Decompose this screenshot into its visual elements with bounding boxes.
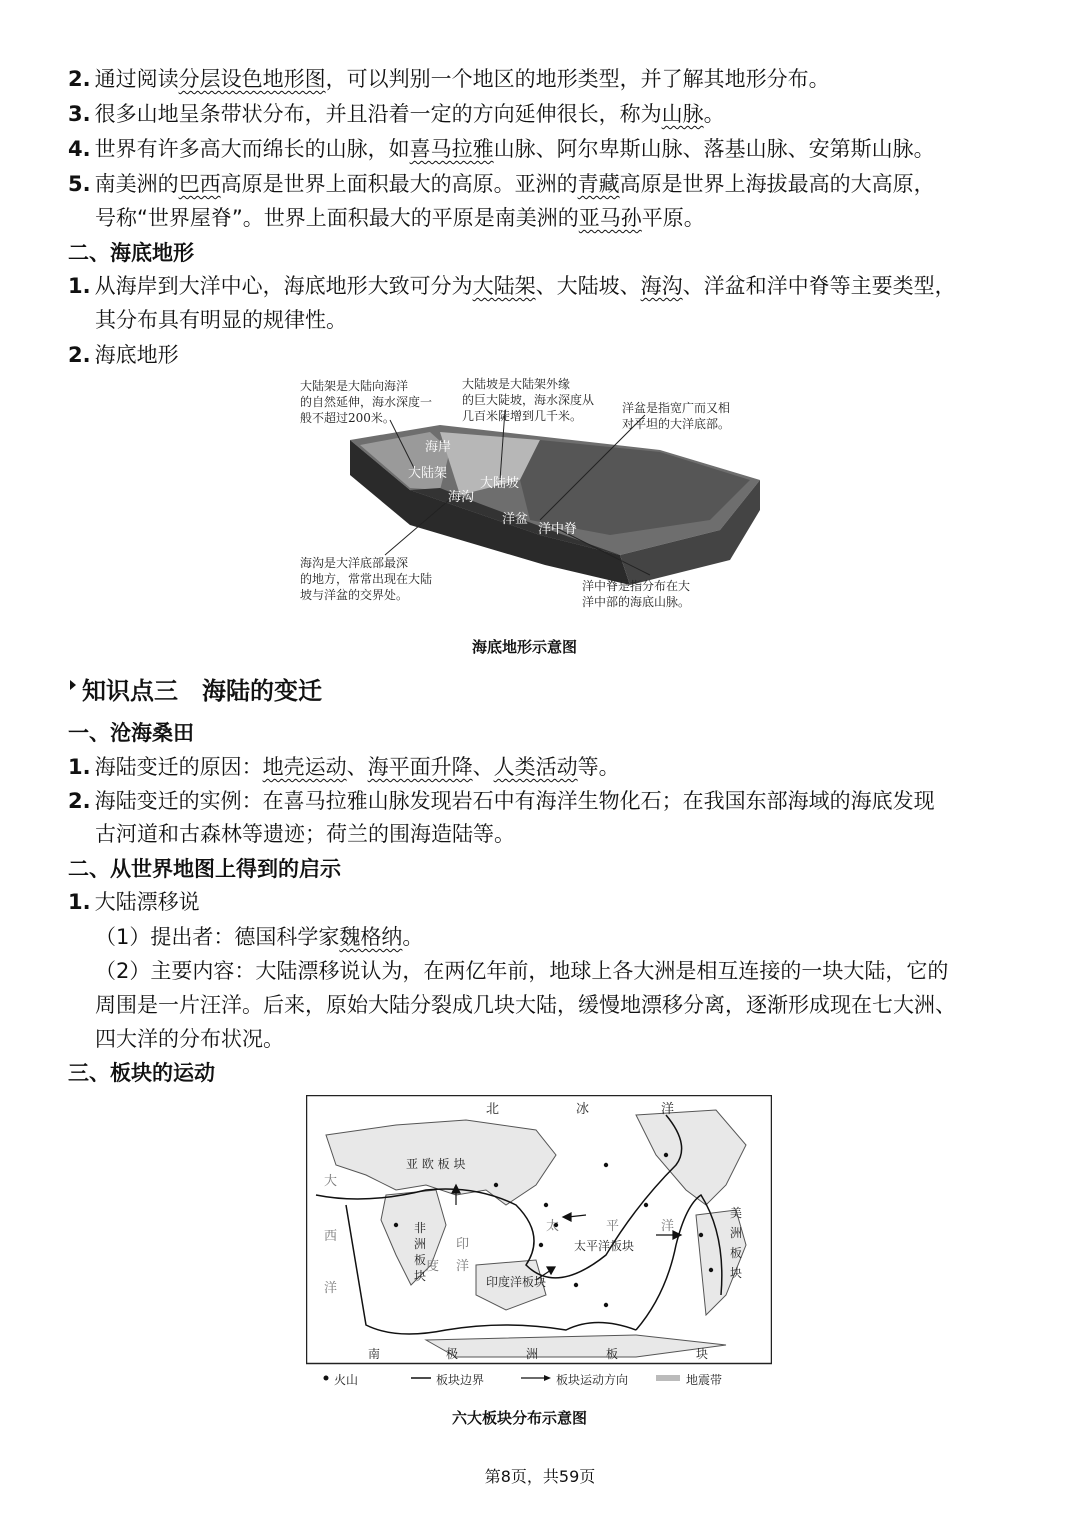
keyword: 喜马拉雅 [409,137,494,161]
annotation-line: 几百米陡增到几千米。 [462,409,583,423]
keyword: 海平面升降 [367,755,473,779]
map-label-pacific-2: 平 [606,1219,620,1234]
map-label-ant-3: 洲 [526,1347,539,1361]
section-heading: 三、板块的运动 [68,1061,215,1085]
map-label-african-plate [414,1220,426,1284]
text: 平原。 [641,206,705,230]
page-footer: 第8页，共59页 [484,1467,596,1486]
annotation-line: 洋中脊是指分布在大 [582,579,691,593]
legend-earthquake-belt: 地震带 [686,1373,723,1387]
annotation-line: 对平坦的大洋底部。 [622,417,731,431]
number: 1. [68,890,91,914]
kp3-point-2 [68,786,935,816]
legend-volcano: 火山 [334,1373,359,1387]
annotation-trench [300,555,432,603]
text: 通过阅读 [94,67,179,91]
text: 海陆变迁的实例：在喜马拉雅山脉发现岩石中有海洋生物化石；在我国东部海域的海底发现 [94,789,935,813]
keyword: 地壳运动 [262,755,347,779]
text: 高原是世界上面积最大的高原。亚洲的 [220,172,578,196]
plate-map-caption: 六大板块分布示意图 [452,1409,588,1427]
text: 、洋盆和洋中脊等主要类型， [682,274,956,298]
drift-content-2: 周围是一片汪洋。后来，原始大陆分裂成几块大陆，缓慢地漂移分离，逐渐形成现在七大洲、 [95,993,956,1017]
section-heading: 二、从世界地图上得到的启示 [68,857,341,881]
map-label-du: 度 [426,1259,440,1274]
annotation-continental-shelf [300,378,432,426]
seafloor-caption: 海底地形示意图 [472,638,578,656]
map-label-yang2: 洋 [456,1259,470,1274]
text: 从海岸到大洋中心，海底地形大致可分为 [94,274,473,298]
map-label-indo-australian-plate: 印度洋板块 [486,1275,547,1289]
drift-proposer [95,922,423,952]
text: 海陆变迁的原因： [94,755,263,779]
map-label-ant-5: 块 [696,1347,709,1361]
annotation-line: 的地方，常常出现在大陆 [300,572,433,586]
label-basin: 洋盆 [502,512,529,527]
label-shelf: 大陆架 [408,466,448,481]
map-label-north: 北 [486,1102,500,1117]
label-trench: 海沟 [448,490,475,505]
knowledge-point-3-title [70,676,322,706]
text: 海底地形 [94,343,179,367]
text: 世界有许多高大而绵长的山脉，如 [94,137,410,161]
map-label-ant-4: 板 [606,1347,619,1361]
map-label-da: 大 [324,1174,338,1189]
annotation-mid-ocean-ridge [582,578,690,610]
label-coast: 海岸 [425,440,452,455]
map-label-pacific-3: 洋 [661,1219,675,1234]
annotation-line: 海沟是大洋底部最深 [300,556,409,570]
map-label-ice: 冰 [576,1102,590,1117]
legend-boundary: 板块边界 [436,1373,485,1387]
map-label-ant-2: 极 [446,1347,459,1361]
annotation-line: 洋盆是指宽广而又相 [622,401,731,415]
text: 南美洲的 [94,172,179,196]
map-label-eurasian-plate: 亚 欧 板 块 [406,1157,466,1171]
number: 2. [68,789,91,813]
number: 1. [68,274,91,298]
text: ，可以判别一个地区的地形类型，并了解其地形分布。 [325,67,830,91]
point-5-cont [95,203,705,233]
kp3-point-2-cont: 古河道和古森林等遗迹；荷兰的围海造陆等。 [95,822,515,846]
point-5 [68,169,935,199]
title-text: 知识点三 海陆的变迁 [82,677,322,705]
keyword: 巴西 [178,172,221,196]
seafloor-point-2 [68,340,179,370]
map-label-ant-1: 南 [368,1347,381,1361]
label-char: 洲 [414,1237,427,1251]
text: 高原是世界上海拔最高的大高原， [619,172,935,196]
text: 、 [346,755,368,779]
keyword: 人类活动 [493,755,578,779]
label-char: 洲 [730,1226,743,1240]
annotation-line: 坡与洋盆的交界处。 [300,588,409,602]
label-char: 美 [730,1206,743,1220]
label-char: 板 [730,1246,743,1260]
map-label-american-plate [730,1203,742,1283]
annotation-line: 的自然延伸，海水深度一 [300,395,433,409]
keyword: 大陆架 [472,274,536,298]
keyword: 分层设色地形图 [178,67,326,91]
label-char: 块 [730,1266,743,1280]
point-3-number: 3. [68,102,91,126]
drift-content-3: 四大洋的分布状况。 [95,1027,284,1051]
text: （1）提出者：德国科学家 [95,925,340,949]
drift-heading [68,887,200,917]
annotation-continental-slope [462,376,594,424]
map-label-pacific-plate: 太平洋板块 [574,1239,635,1253]
drift-content-1: （2）主要内容：大陆漂移说认为，在两亿年前，地球上各大洲是相互连接的一块大陆，它的 [95,959,949,983]
seafloor-point-1 [68,271,956,301]
section-seafloor-heading: 二、海底地形 [68,241,194,265]
label-char: 板 [414,1253,427,1267]
text: 山脉、阿尔卑斯山脉、落基山脉、安第斯山脉。 [493,137,935,161]
annotation-line: 的巨大陡坡，海水深度从 [462,393,595,407]
label-ridge: 洋中脊 [538,522,578,537]
annotation-ocean-basin [622,400,730,432]
section-heading: 一、沧海桑田 [68,721,194,745]
map-label-yang: 洋 [324,1281,338,1296]
map-label-yin: 印 [456,1237,470,1252]
keyword: 亚马孙 [578,206,642,230]
text: 、 [472,755,494,779]
label-slope: 大陆坡 [480,476,520,491]
text: 。 [402,925,424,949]
point-4 [68,134,935,164]
keyword: 魏格纳 [339,925,403,949]
map-label-pacific-1: 太 [546,1219,560,1234]
number: 2. [68,343,91,367]
kp3-point-1 [68,752,620,782]
point-4-number: 4. [68,137,91,161]
label-char: 块 [414,1269,427,1283]
text: 号称“世界屋脊”。世界上面积最大的平原是南美洲的 [95,206,579,230]
text: 大陆漂移说 [94,890,200,914]
text: 。 [703,102,725,126]
map-label-xi: 西 [324,1229,338,1244]
keyword: 山脉 [661,102,704,126]
point-2 [68,64,830,94]
annotation-line: 般不超过200米。 [300,411,395,425]
label-char: 非 [414,1221,427,1235]
keyword: 青藏 [577,172,620,196]
seafloor-point-1-cont: 其分布具有明显的规律性。 [95,308,347,332]
text: 等。 [577,755,620,779]
bullet-mark-icon [70,680,76,690]
annotation-line: 大陆坡是大陆架外缘 [462,377,571,391]
number: 1. [68,755,91,779]
point-2-number: 2. [68,67,91,91]
plate-map [306,1095,772,1391]
keyword: 海沟 [640,274,683,298]
legend-motion: 板块运动方向 [556,1373,629,1387]
text: 很多山地呈条带状分布，并且沿着一定的方向延伸很长，称为 [94,102,662,126]
point-3 [68,99,725,129]
point-5-number: 5. [68,172,91,196]
seafloor-diagram [290,370,790,620]
text: 、大陆坡、 [535,274,641,298]
map-label-ocean: 洋 [661,1102,675,1117]
annotation-line: 洋中部的海底山脉。 [582,595,691,609]
annotation-line: 大陆架是大陆向海洋 [300,379,409,393]
